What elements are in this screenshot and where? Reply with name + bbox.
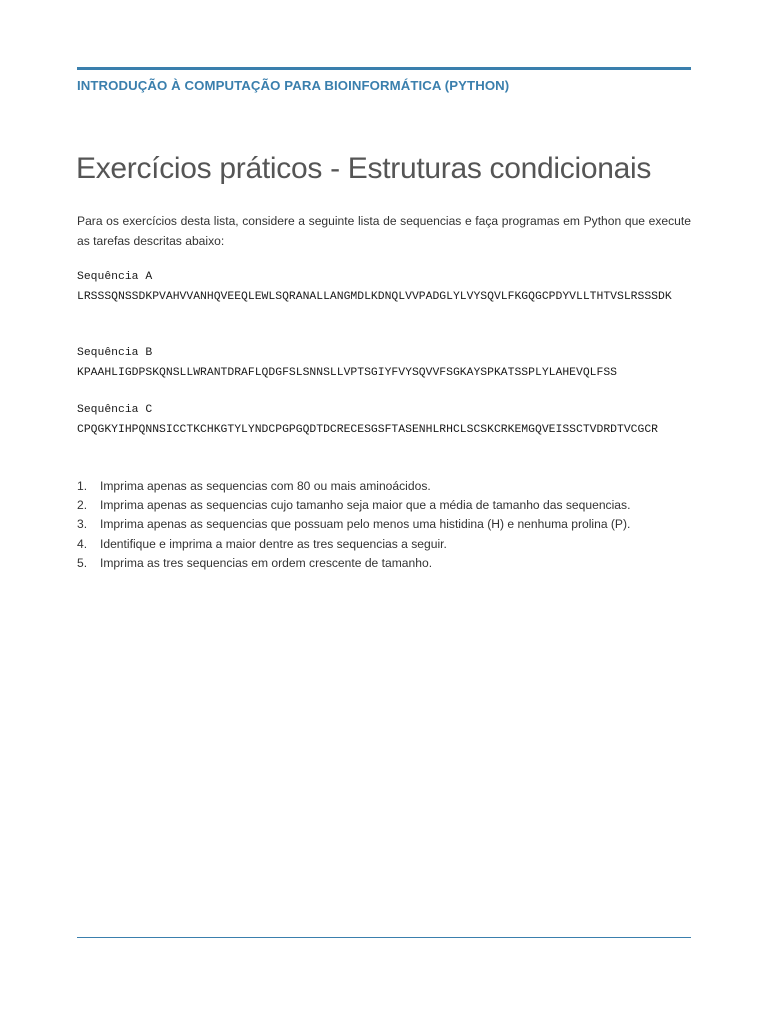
intro-paragraph: Para os exercícios desta lista, considere a seguinte lista de sequencias e faça programas em Python que execute as tarefas descritas abaixo: [77,214,691,248]
list-item-text: Imprima apenas as sequencias que possuam pelo menos uma histidina (H) e nenhuma prolina (P). [100,517,631,532]
header-rule [77,67,691,70]
list-item [77,535,691,554]
sequence-data: LRSSSQNSSDKPVAHVVANHQVEEQLEWLSQRANALLANGMDLKDNQLVVPADGLYLVYSQVLFKGQGCPDYVLLTHTVSLRSSSDK [77,290,672,303]
page-title: Exercícios práticos - Estruturas condicionais [76,152,652,185]
course-title: INTRODUÇÃO À COMPUTAÇÃO PARA BIOINFORMÁTICA (PYTHON) [77,78,510,93]
task-list [77,477,691,573]
sequence-label: Sequência A [77,271,153,283]
list-item-number: 2. [77,498,88,513]
list-item-number: 1. [77,479,88,493]
list-item [77,554,691,573]
list-item-text: Identifique e imprima a maior dentre as tres sequencias a seguir. [100,536,447,551]
list-item [77,477,691,496]
list-item [77,496,691,515]
list-item-text: Imprima apenas as sequencias com 80 ou mais aminoácidos. [100,479,431,493]
sequence-b [77,344,697,383]
sequence-c [77,401,697,440]
sequence-data: CPQGKYIHPQNNSICCTKCHKGTYLYNDCPGPGQDTDCRECESGSFTASENHLRHCLSCSKCRKEMGQVEISSCTVDRDTVCGCR [77,423,659,436]
sequence-label: Sequência C [77,404,153,416]
footer-rule [77,937,691,938]
sequence-label: Sequência B [77,347,153,359]
list-item-number: 5. [77,555,88,570]
list-item-number: 3. [77,517,88,532]
sequence-a [77,268,697,307]
list-item-text: Imprima as tres sequencias em ordem crescente de tamanho. [100,555,433,570]
sequence-data: KPAAHLIGDPSKQNSLLWRANTDRAFLQDGFSLSNNSLLVPTSGIYFVYSQVVFSGKAYSPKATSSPLYLAHEVQLFSS [77,366,618,379]
list-item [77,515,691,534]
list-item-text: Imprima apenas as sequencias cujo tamanho seja maior que a média de tamanho das sequencias. [100,498,631,513]
list-item-number: 4. [77,536,88,551]
